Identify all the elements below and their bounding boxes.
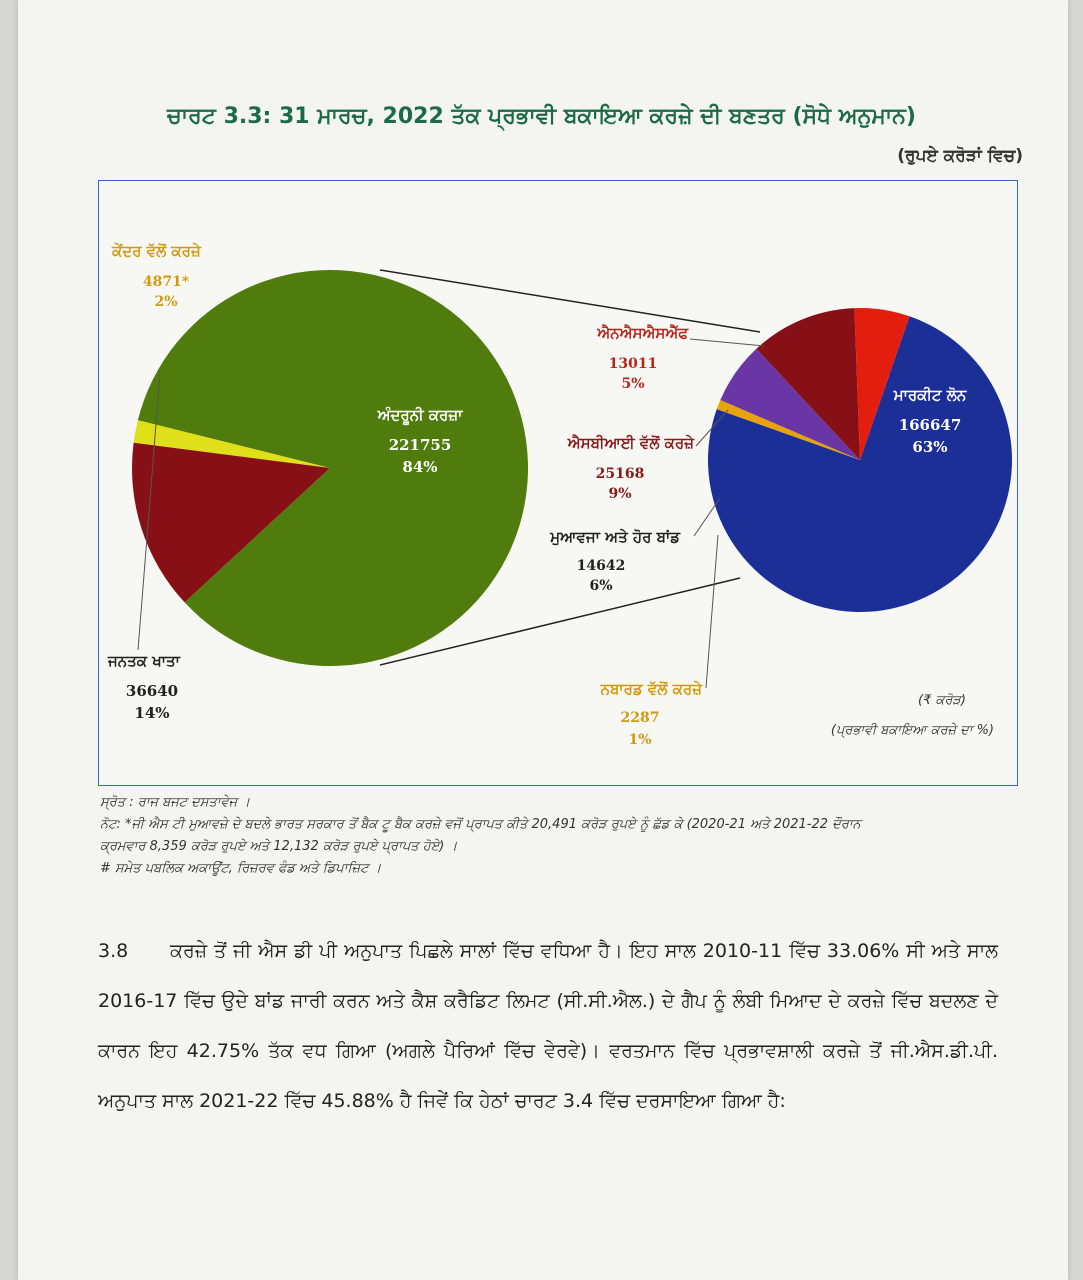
label-nssf-value: 13011 <box>608 356 658 372</box>
chart-notes <box>100 792 1040 880</box>
label-market-pct: 63% <box>912 438 948 456</box>
hash-note: # ਸਮੇਤ ਪਬਲਿਕ ਅਕਾਊਂਟ, ਰਿਜ਼ਰਵ ਫੰਡ ਅਤੇ ਡਿਪਾਜ਼ਿਟ । <box>100 861 382 876</box>
chart-title: ਚਾਰਟ 3.3: 31 ਮਾਰਚ, 2022 ਤੱਕ ਪ੍ਰਭਾਵੀ ਬਕਾਇਆ ਕਰਜ਼ੇ ਦੀ ਬਣਤਰ (ਸੋਧੇ ਅਨੁਮਾਨ) <box>167 104 916 129</box>
units-note: (ਰੁਪਏ ਕਰੋੜਾਂ ਵਿਚ) <box>897 146 1023 166</box>
leader-nssf <box>690 339 764 346</box>
leader-nabard <box>706 535 718 688</box>
label-bonds-name: ਮੁਆਵਜਾ ਅਤੇ ਹੋਰ ਬਾਂਡ <box>550 528 680 546</box>
label-sbi-pct: 9% <box>608 486 632 502</box>
paragraph-number: 3.8 <box>98 940 129 962</box>
label-andruni-pct: 84% <box>402 458 438 476</box>
label-janatak-value: 36640 <box>125 682 179 700</box>
label-nssf-name: ਐਨਐਸਐਸਐੱਫ <box>597 324 688 342</box>
label-andruni-name: ਅੰਦਰੂਨੀ ਕਰਜ਼ਾ <box>377 406 463 424</box>
paragraph-3-8 <box>98 926 998 1126</box>
label-nabard-name: ਨਬਾਰਡ ਵੱਲੋਂ ਕਰਜ਼ੇ <box>600 680 702 698</box>
label-sbi-name: ਐਸਬੀਆਈ ਵੱਲੋਂ ਕਰਜ਼ੇ <box>567 434 694 452</box>
breakdown-pie <box>708 308 1012 612</box>
label-nabard-value: 2287 <box>620 710 660 726</box>
leader-bonds <box>694 498 720 536</box>
pie-of-pie-chart <box>98 180 1018 786</box>
label-nabard-pct: 1% <box>628 732 652 748</box>
source-note: ਸ੍ਰੋਤ : ਰਾਜ ਬਜਟ ਦਸਤਾਵੇਜ । <box>100 795 250 810</box>
label-nssf-pct: 5% <box>621 376 645 392</box>
label-janatak-pct: 14% <box>134 704 170 722</box>
label-kendar-name: ਕੇਂਦਰ ਵੱਲੋਂ ਕਰਜ਼ੇ <box>112 242 201 260</box>
label-kendar-value: 4871* <box>142 274 190 290</box>
legend-percent: (ਪ੍ਰਭਾਵੀ ਬਕਾਇਆ ਕਰਜ਼ੇ ਦਾ %) <box>830 723 994 738</box>
main-pie <box>132 270 528 666</box>
paragraph-text: ਕਰਜ਼ੇ ਤੋਂ ਜੀ ਐਸ ਡੀ ਪੀ ਅਨੁਪਾਤ ਪਿਛਲੇ ਸਾਲਾਂ ਵਿੱਚ ਵਧਿਆ ਹੈ। ਇਹ ਸਾਲ 2010-11 ਵਿੱਚ 33.06% ਸੀ ਅਤੇ ਸਾਲ 2016-17 ਵਿੱਚ ਉਦੇ ਬਾਂਡ ਜਾਰੀ ਕਰਨ ਅਤੇ ਕੈਸ਼ ਕਰੈਡਿਟ ਲਿਮਟ (ਸੀ.ਸੀ.ਐਲ.) ਦੇ ਗੈਪ ਨੂੰ ਲੰਬੀ ਮਿਆਦ ਦੇ ਕਰਜ਼ੇ ਵਿੱਚ ਬਦਲਣ ਦੇ ਕਾਰਨ ਇਹ 42.75% ਤੱਕ ਵਧ ਗਿਆ (ਅਗਲੇ ਪੈਰਿਆਂ ਵਿੱਚ ਵੇਰਵੇ)। ਵਰਤਮਾਨ ਵਿੱਚ ਪ੍ਰਭਾਵਸ਼ਾਲੀ ਕਰਜ਼ੇ ਤੋਂ ਜੀ.ਐਸ.ਡੀ.ਪੀ. ਅਨੁਪਾਤ ਸਾਲ 2021-22 ਵਿੱਚ 45.88% ਹੈ ਜਿਵੇਂ ਕਿ ਹੇਠਾਂ ਚਾਰਟ 3.4 ਵਿੱਚ ਦਰਸਾਇਆ ਗਿਆ ਹੈ: <box>98 940 998 1112</box>
footnote-line-1: ਨੋਟ: *ਜੀ ਐਸ ਟੀ ਮੁਆਵਜ਼ੇ ਦੇ ਬਦਲੇ ਭਾਰਤ ਸਰਕਾਰ ਤੋਂ ਬੈਕ ਟੂ ਬੈਕ ਕਰਜ਼ੇ ਵਜੋਂ ਪ੍ਰਾਪਤ ਕੀਤੇ 20,491 ਕਰੋੜ ਰੁਪਏ ਨੂੰ ਛੱਡ ਕੇ (2020-21 ਅਤੇ 2021-22 ਦੌਰਾਨ <box>100 817 861 832</box>
label-andruni-value: 221755 <box>388 436 452 454</box>
label-kendar-pct: 2% <box>154 294 178 310</box>
label-market-name: ਮਾਰਕੀਟ ਲੋਨ <box>893 386 967 404</box>
label-bonds-pct: 6% <box>589 578 613 594</box>
label-janatak-name: ਜਨਤਕ ਖਾਤਾ <box>108 652 180 670</box>
label-sbi-value: 25168 <box>595 466 645 482</box>
footnote-line-2: ਕ੍ਰਮਵਾਰ 8,359 ਕਰੋੜ ਰੁਪਏ ਅਤੇ 12,132 ਕਰੋੜ ਰੁਪਏ ਪ੍ਰਾਪਤ ਹੋਏ) । <box>100 839 458 854</box>
legend-crore: (₹ ਕਰੋੜ) <box>918 693 966 708</box>
label-bonds-value: 14642 <box>576 558 626 574</box>
label-market-value: 166647 <box>898 416 962 434</box>
